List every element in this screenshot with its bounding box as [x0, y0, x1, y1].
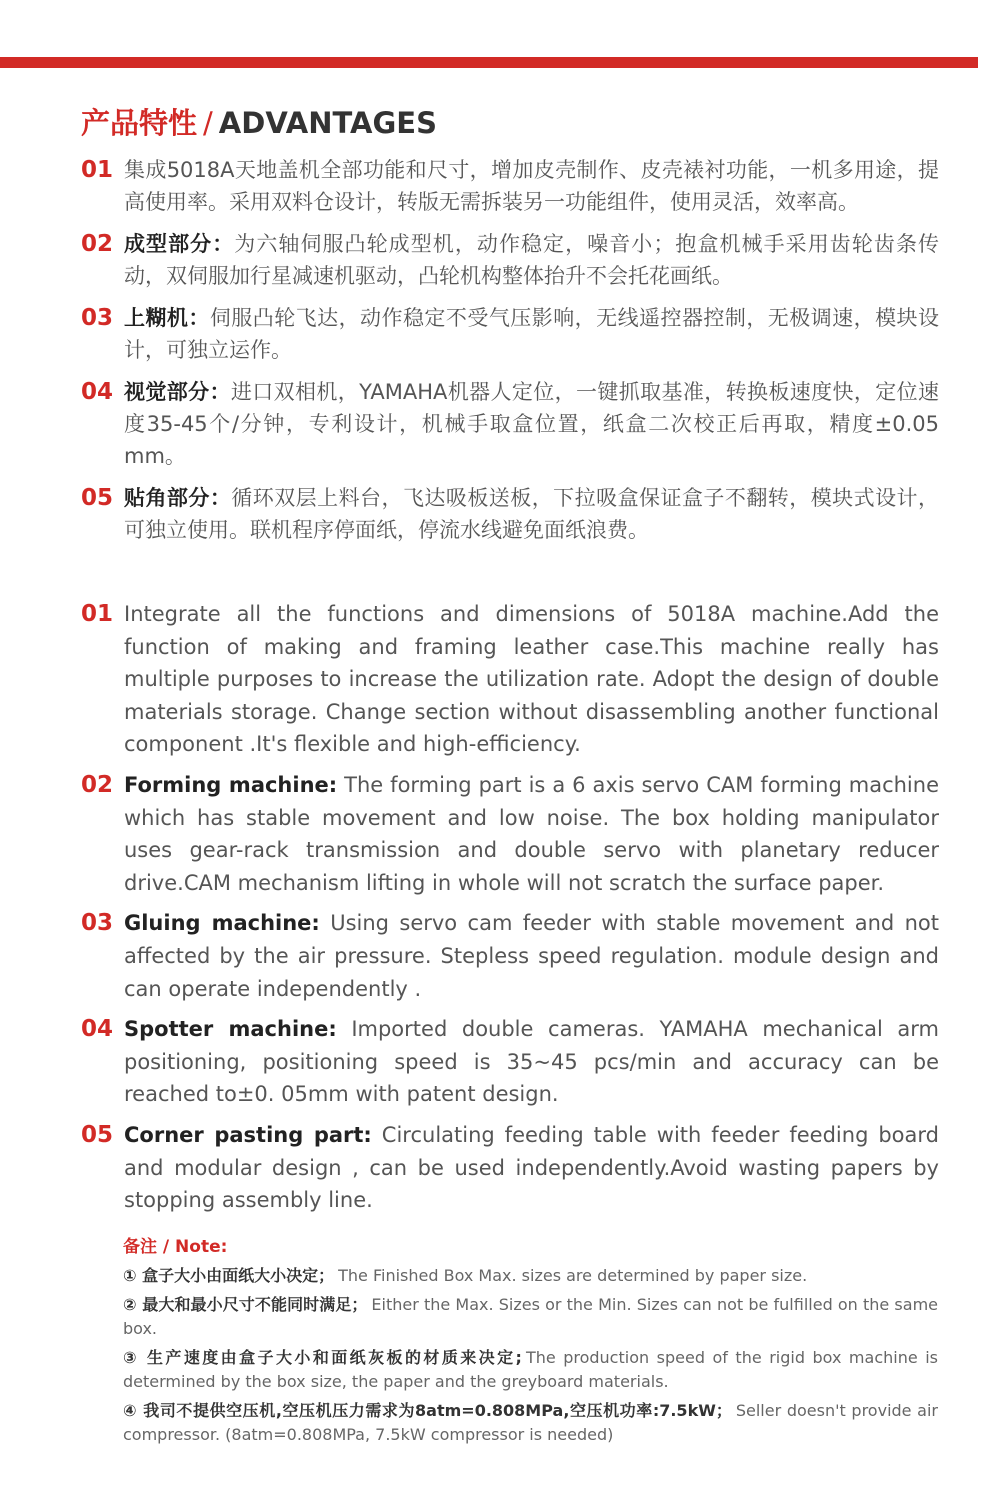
list-item — [81, 1119, 939, 1217]
item-body: 进口双相机，YAMAHA机器人定位，一键抓取基准，转换板速度快，定位速度35-45个/分钟，专利设计，机械手取盒位置，纸盒二次校正后再取，精度±0.05 mm。 — [124, 380, 940, 468]
list-item — [81, 1013, 939, 1111]
list-item — [81, 302, 939, 366]
title-cn: 产品特性 — [81, 106, 198, 140]
item-text — [124, 1013, 939, 1111]
note-en: The production speed of the rigid box machine is determined by the box size, the paper and the greyboard materials. — [123, 1348, 938, 1391]
item-text — [124, 769, 939, 899]
note-en: Seller doesn't provide air compressor. (8atm=0.808MPa, 7.5kW compressor is needed) — [123, 1401, 938, 1444]
item-text — [124, 482, 939, 546]
item-text — [124, 228, 939, 292]
list-item — [81, 907, 939, 1005]
item-label: Spotter machine: — [124, 1017, 337, 1042]
list-item — [81, 598, 939, 761]
item-number: 02 — [81, 771, 114, 798]
item-label: 成型部分： — [124, 232, 235, 256]
note-cn: ③ 生产速度由盒子大小和面纸灰板的材质来决定; — [123, 1348, 522, 1367]
title-en: ADVANTAGES — [218, 106, 437, 140]
english-advantages-list — [81, 598, 939, 1225]
note-item — [123, 1293, 938, 1341]
item-body: Imported double cameras. YAMAHA mechanical arm positioning, positioning speed is 35~45 pcs/min and accuracy can be reached to±0. 05mm with patent design. — [124, 1017, 939, 1107]
top-accent-bar — [0, 57, 978, 68]
list-item — [81, 376, 939, 472]
page-title — [81, 103, 437, 143]
item-body: The forming part is a 6 axis servo CAM forming machine which has stable movement and low noise. The box holding manipulator uses gear-rack transmission and double servo with planetary reducer drive.CAM mechanism lifting in whole will not scratch the surface paper. — [124, 772, 939, 895]
note-cn: ① 盒子大小由面纸大小决定； — [123, 1266, 335, 1285]
note-en: Either the Max. Sizes or the Min. Sizes can not be fulfilled on the same box. — [123, 1295, 938, 1338]
item-body: 为六轴伺服凸轮成型机，动作稳定，噪音小；抱盒机械手采用齿轮齿条传动，双伺服加行星减速机驱动，凸轮机构整体抬升不会托花画纸。 — [124, 232, 940, 288]
item-number: 03 — [81, 910, 114, 937]
title-separator: / — [203, 106, 213, 140]
item-label: Corner pasting part: — [124, 1122, 372, 1147]
notes-section — [123, 1235, 938, 1452]
list-item — [81, 154, 939, 218]
note-en: The Finished Box Max. sizes are determined by paper size. — [338, 1266, 808, 1285]
item-text — [124, 1119, 939, 1217]
item-body: Circulating feeding table with feeder feeding board and modular design , can be used independently.Avoid wasting papers by stopping assembly line. — [124, 1122, 939, 1213]
item-number: 01 — [81, 601, 114, 627]
item-body: 集成5018A天地盖机全部功能和尺寸，增加皮壳制作、皮壳裱衬功能，一机多用途，提高使用率。采用双料仓设计，转版无需拆装另一功能组件，使用灵活，效率高。 — [124, 158, 939, 214]
item-text — [124, 302, 939, 366]
note-item — [123, 1346, 938, 1394]
item-label: 上糊机： — [124, 306, 210, 330]
item-body: Using servo cam feeder with stable movement and not affected by the air pressure. Stepless speed regulation. module design and can operate independently . — [124, 911, 939, 1001]
item-body: Integrate all the functions and dimensions of 5018A machine.Add the function of making and framing leather case.This machine really has multiple purposes to increase the utilization rate. Adopt the design of double materials storage. Change section without disassembling another functional component .It's flexible and high-efficiency. — [124, 602, 939, 757]
item-number: 05 — [81, 485, 114, 511]
item-label: 视觉部分： — [124, 380, 231, 404]
notes-title: 备注 / Note: — [123, 1237, 228, 1257]
item-number: 04 — [81, 1016, 114, 1043]
item-body: 伺服凸轮飞达，动作稳定不受气压影响，无线遥控器控制，无极调速，模块设计，可独立运作。 — [124, 306, 940, 362]
item-label: Forming machine: — [124, 772, 338, 797]
item-label: Gluing machine: — [124, 911, 320, 936]
chinese-advantages-list — [81, 154, 939, 556]
note-cn: ④ 我司不提供空压机,空压机压力需求为8atm=0.808MPa,空压机功率:7.5kW； — [123, 1401, 732, 1420]
item-text — [124, 598, 939, 761]
list-item — [81, 228, 939, 292]
item-number: 03 — [81, 305, 114, 331]
item-number: 04 — [81, 379, 114, 405]
item-text — [124, 376, 939, 472]
item-number: 05 — [81, 1121, 114, 1148]
item-number: 02 — [81, 231, 114, 257]
item-number: 01 — [81, 157, 114, 183]
list-item — [81, 482, 939, 546]
item-text — [124, 907, 939, 1005]
list-item — [81, 769, 939, 899]
item-text — [124, 154, 939, 218]
item-body: 循环双层上料台，飞达吸板送板，下拉吸盒保证盒子不翻转，模块式设计，可独立使用。联机程序停面纸，停流水线避免面纸浪费。 — [124, 486, 939, 542]
note-item — [123, 1264, 938, 1288]
item-label: 贴角部分： — [124, 486, 232, 510]
note-item — [123, 1399, 938, 1447]
note-cn: ② 最大和最小尺寸不能同时满足； — [123, 1295, 368, 1314]
